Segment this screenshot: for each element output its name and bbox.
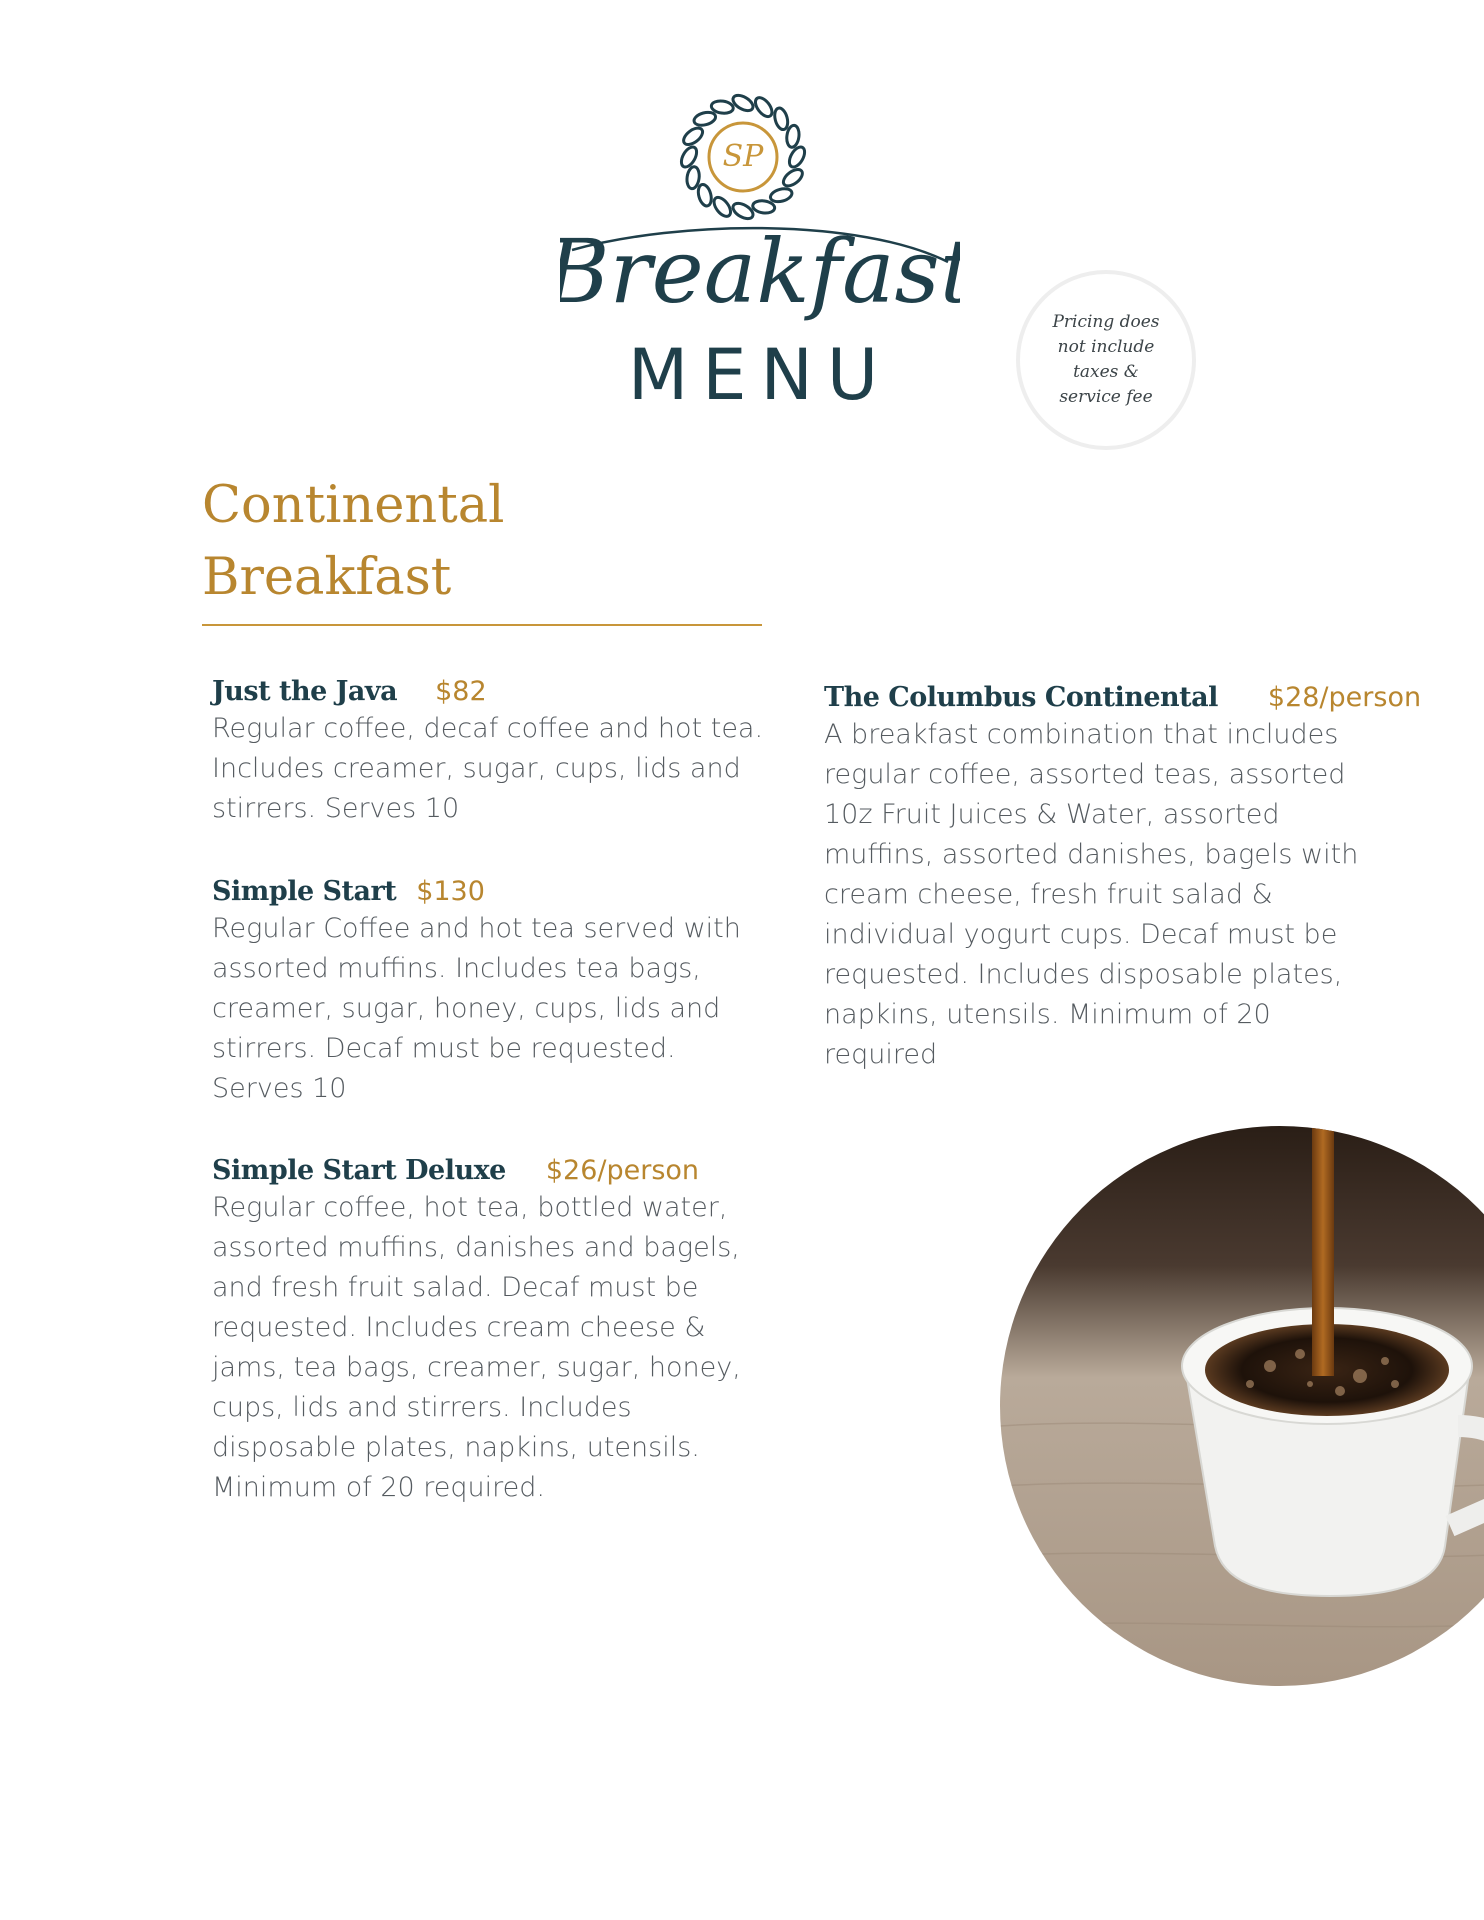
item-price: $130	[416, 876, 485, 907]
logo-leaf	[696, 183, 713, 207]
section-divider	[202, 624, 762, 626]
coffee-photo	[1000, 1126, 1484, 1686]
menu-item-simple-start	[212, 876, 772, 1109]
logo-leaf	[786, 144, 807, 169]
item-description: Regular coffee, decaf coffee and hot tea. Includes creamer, sugar, cups, lids and stirrers. Serves 10	[212, 713, 764, 824]
logo-leaf	[693, 110, 717, 127]
logo-leaf	[730, 92, 755, 113]
logo-monogram: SP	[722, 139, 764, 174]
item-name: Just the Java	[212, 676, 398, 707]
logo-leaf	[752, 95, 775, 120]
item-price: $82	[435, 676, 487, 707]
logo-wreath-icon	[672, 86, 814, 228]
item-description: Regular coffee, hot tea, bottled water, assorted muffins, danishes and bagels, and fresh fruit salad. Decaf must be requested. Includes cream cheese & jams, tea bags, creamer, sugar, honey, cups, lids and stirrers. Includes disposable plates, napkins, utensils. Minimum of 20 required.	[212, 1192, 741, 1503]
item-description: Regular Coffee and hot tea served with assorted muffins. Includes tea bags, creamer, sugar, honey, cups, lids and stirrers. Decaf must be requested. Serves 10	[212, 913, 741, 1104]
item-description: A breakfast combination that includes regular coffee, assorted teas, assorted 10z Fruit Juices & Water, assorted muffins, assorted danishes, bagels with cream cheese, fresh fruit salad & individual yogurt cups. Decaf must be requested. Includes disposable plates, napkins, utensils. Minimum of 20 required	[824, 719, 1359, 1070]
item-name: The Columbus Continental	[824, 682, 1218, 713]
item-name: Simple Start Deluxe	[212, 1155, 506, 1186]
script-title	[560, 210, 960, 340]
pricing-note-text: Pricing does not include taxes & service fee	[1052, 312, 1160, 407]
script-title-text: Breakfast	[560, 220, 960, 323]
logo-leaf	[773, 107, 790, 131]
pricing-note-badge	[1016, 270, 1196, 450]
menu-item-just-the-java	[212, 676, 772, 829]
menu-item-simple-start-deluxe	[212, 1155, 772, 1508]
item-name: Simple Start	[212, 876, 397, 907]
item-price: $28/person	[1267, 682, 1422, 713]
logo-leaf	[678, 144, 699, 169]
logo-leaf	[781, 166, 806, 189]
section-title: Continental Breakfast	[202, 476, 505, 607]
logo-leaf	[681, 125, 706, 148]
menu-word: MENU	[627, 334, 893, 416]
logo-leaf	[769, 187, 793, 204]
menu-item-columbus-continental	[824, 682, 1422, 1075]
item-price: $26/person	[545, 1155, 700, 1186]
